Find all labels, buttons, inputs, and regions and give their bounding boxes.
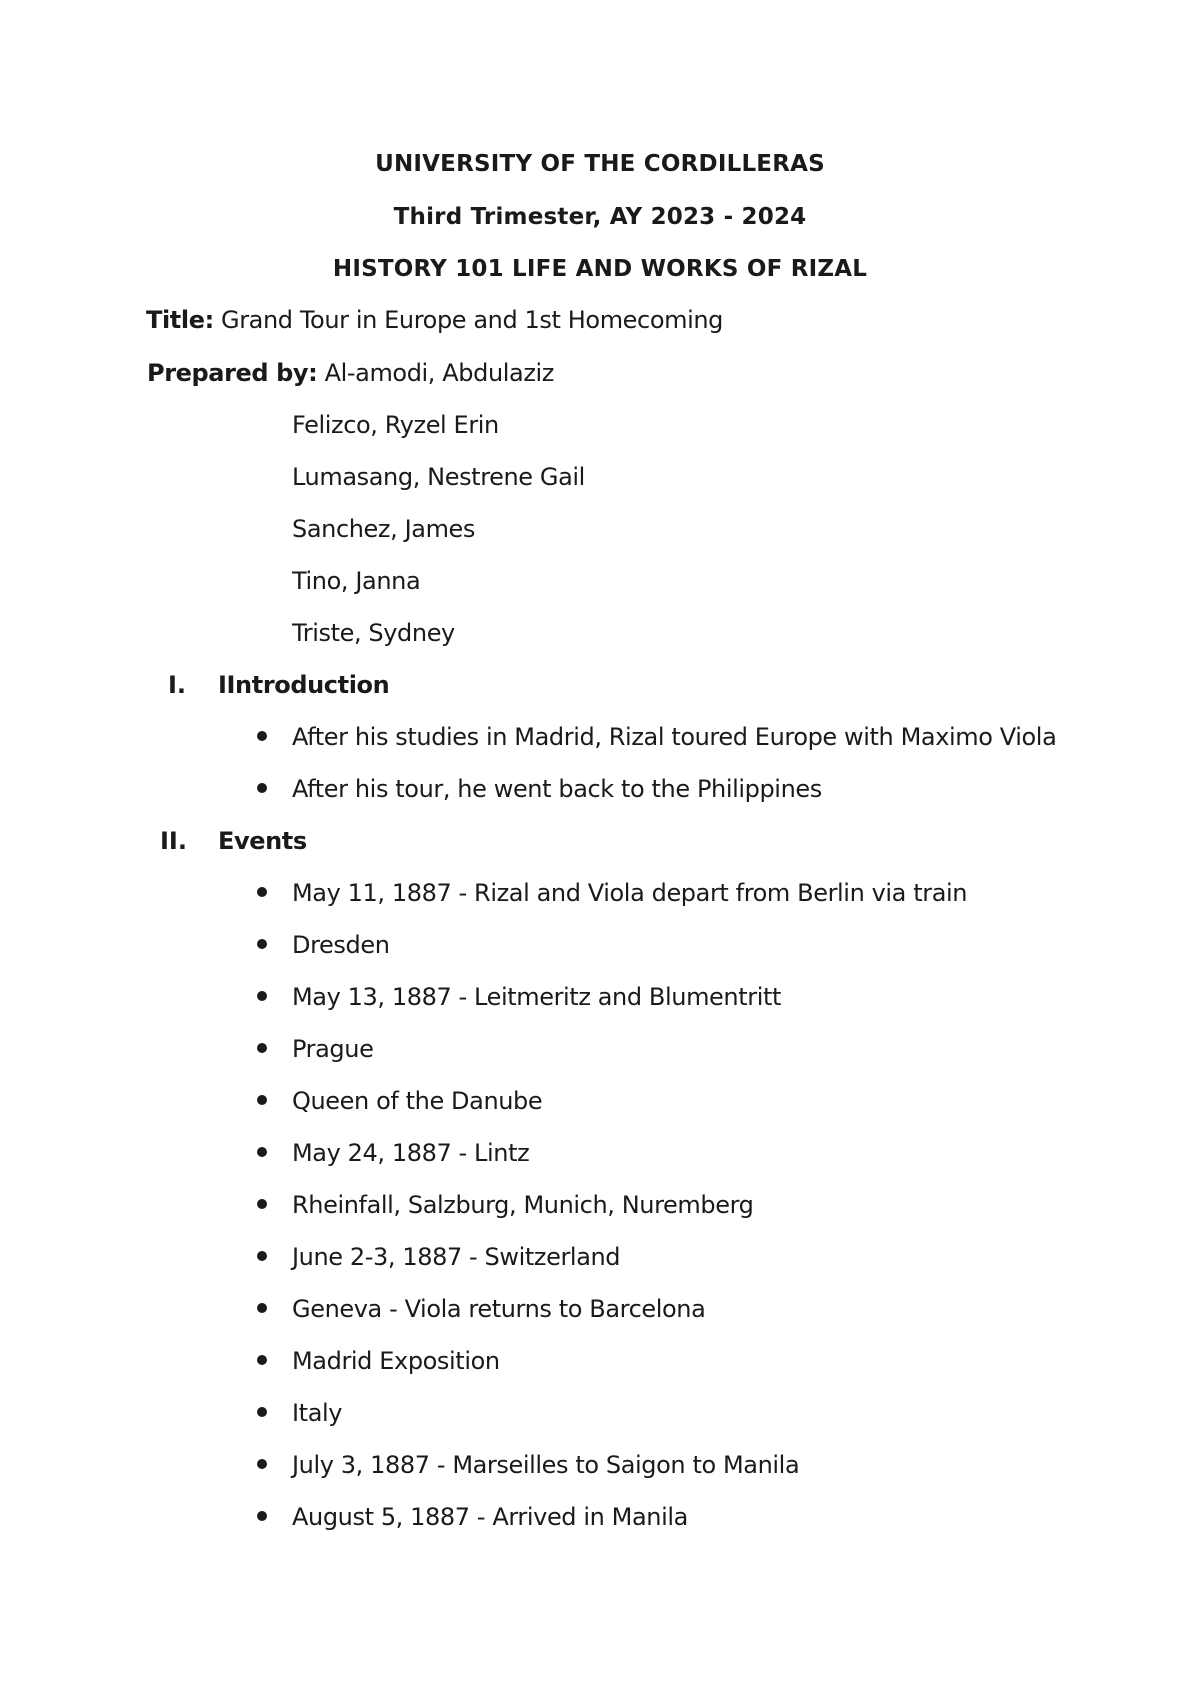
title-label: Title: (146, 306, 214, 334)
section-heading-events: Events (218, 827, 307, 855)
university-name: UNIVERSITY OF THE CORDILLERAS (375, 151, 825, 177)
prepared-by (147, 357, 554, 389)
bullet-icon (257, 731, 267, 741)
document-title (146, 304, 723, 336)
bullet-icon (257, 1459, 267, 1469)
list-item: Prague (292, 1035, 374, 1063)
bullet-icon (257, 1095, 267, 1105)
author-name: Tino, Janna (292, 567, 421, 595)
list-item: After his studies in Madrid, Rizal toured Europe with Maximo Viola (292, 723, 1057, 751)
list-item: Dresden (292, 931, 390, 959)
author-name: Sanchez, James (292, 515, 476, 543)
list-item: June 2-3, 1887 - Switzerland (292, 1243, 621, 1271)
bullet-icon (257, 1199, 267, 1209)
list-item: August 5, 1887 - Arrived in Manila (292, 1503, 688, 1531)
course-title: HISTORY 101 LIFE AND WORKS OF RIZAL (332, 256, 868, 282)
section-heading-introduction: IIntroduction (218, 671, 390, 699)
author-name: Al-amodi, Abdulaziz (324, 359, 555, 387)
bullet-icon (257, 1251, 267, 1261)
bullet-icon (257, 939, 267, 949)
title-value: Grand Tour in Europe and 1st Homecoming (221, 306, 724, 334)
list-item: May 13, 1887 - Leitmeritz and Blumentritt (292, 983, 781, 1011)
list-item: May 11, 1887 - Rizal and Viola depart from Berlin via train (292, 879, 968, 907)
author-name: Lumasang, Nestrene Gail (292, 463, 585, 491)
author-name: Felizco, Ryzel Erin (292, 411, 499, 439)
list-item: Queen of the Danube (292, 1087, 543, 1115)
bullet-icon (257, 991, 267, 1001)
section-numeral: II. (160, 827, 187, 855)
term-line: Third Trimester, AY 2023 - 2024 (393, 204, 807, 230)
list-item: Madrid Exposition (292, 1347, 500, 1375)
list-item: After his tour, he went back to the Philippines (292, 775, 822, 803)
list-item: May 24, 1887 - Lintz (292, 1139, 530, 1167)
section-numeral: I. (168, 671, 187, 699)
author-name: Triste, Sydney (292, 619, 455, 647)
bullet-icon (257, 1303, 267, 1313)
list-item: Rheinfall, Salzburg, Munich, Nuremberg (292, 1191, 754, 1219)
bullet-icon (257, 783, 267, 793)
bullet-icon (257, 1043, 267, 1053)
list-item: Italy (292, 1399, 343, 1427)
bullet-icon (257, 1147, 267, 1157)
prepared-by-label: Prepared by: (147, 359, 318, 387)
bullet-icon (257, 887, 267, 897)
bullet-icon (257, 1511, 267, 1521)
bullet-icon (257, 1407, 267, 1417)
list-item: July 3, 1887 - Marseilles to Saigon to Manila (292, 1451, 800, 1479)
bullet-icon (257, 1355, 267, 1365)
list-item: Geneva - Viola returns to Barcelona (292, 1295, 706, 1323)
